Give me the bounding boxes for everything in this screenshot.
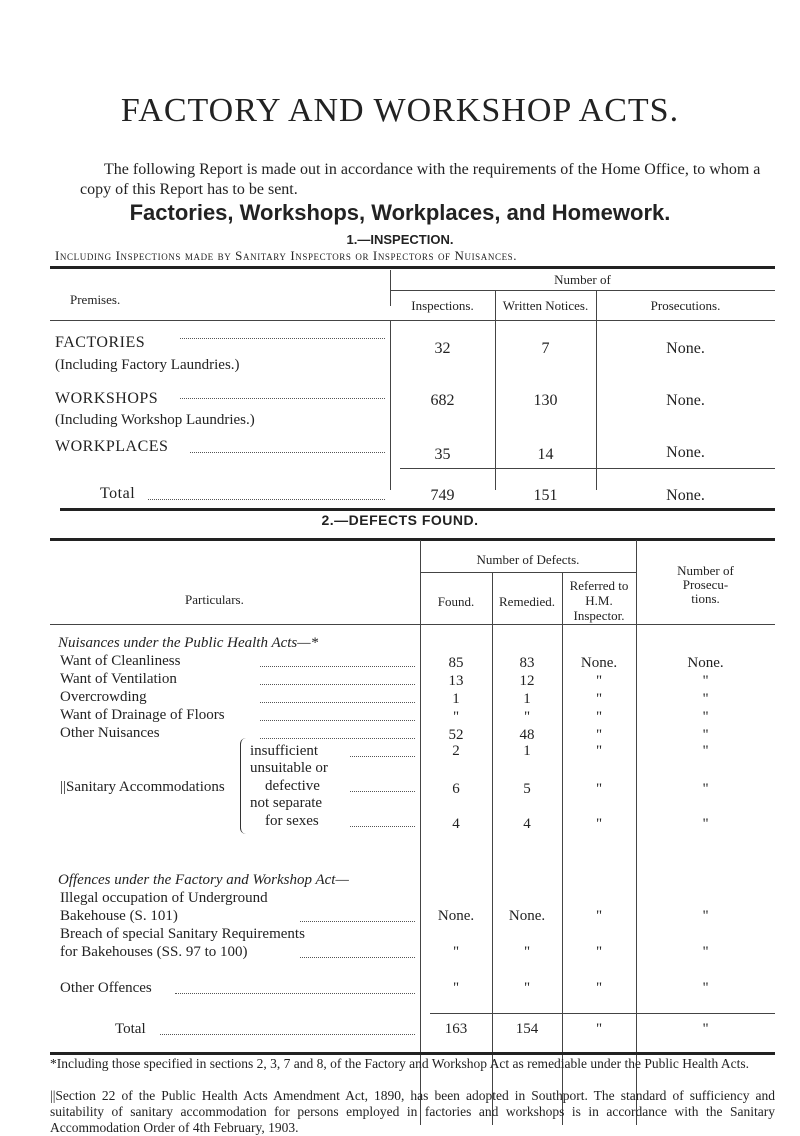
table1-total-rule xyxy=(400,468,775,469)
cell-referred: " xyxy=(595,727,603,743)
cell-found: 2 xyxy=(452,743,460,759)
sanitary-accommodations-label: ||Sanitary Accommodations xyxy=(60,779,225,795)
row-label: Want of Drainage of Floors xyxy=(60,707,225,723)
col-prosecutions-line: Number of xyxy=(677,563,734,578)
total-label: Total xyxy=(100,485,136,502)
cell-referred: " xyxy=(595,980,603,996)
sanitary-label-line: not separate xyxy=(250,795,323,811)
col-referred-line: H.M. xyxy=(585,593,613,608)
dot-leader xyxy=(180,398,385,399)
cell-referred: " xyxy=(595,944,603,960)
cell-found: " xyxy=(452,709,460,725)
total-written: 151 xyxy=(533,487,558,504)
cell-written: 130 xyxy=(533,392,558,409)
col-written-notices: Written Notices. xyxy=(502,298,589,313)
cell-inspections: 682 xyxy=(430,392,455,409)
total-prosecutions: None. xyxy=(666,487,705,504)
cell-referred: " xyxy=(595,816,603,832)
dot-leader xyxy=(350,826,415,827)
col-remedied: Remedied. xyxy=(499,594,555,609)
cell-inspections: 32 xyxy=(434,340,451,357)
cell-referred: " xyxy=(595,691,603,707)
dot-leader xyxy=(190,452,385,453)
table2-total-rule xyxy=(430,1013,775,1014)
sanitary-label-line: unsuitable or xyxy=(250,760,328,776)
cell-prosecutions: " xyxy=(702,980,709,996)
table2-bottom-rule xyxy=(50,1052,775,1055)
cell-remedied: 83 xyxy=(519,655,535,671)
dot-leader xyxy=(300,957,415,958)
cell-inspections: 35 xyxy=(434,446,451,463)
col-prosecutions xyxy=(636,564,775,606)
offence-label-line: for Bakehouses (SS. 97 to 100) xyxy=(60,944,248,960)
total-inspections: 749 xyxy=(430,487,455,504)
cell-written: 7 xyxy=(541,340,550,357)
dot-leader xyxy=(175,993,415,994)
col-referred-line: Inspector. xyxy=(573,608,625,623)
nuisances-heading: Nuisances under the Public Health Acts—* xyxy=(58,635,319,651)
col-prosecutions-line: tions. xyxy=(691,591,720,606)
footnote: *Including those specified in sections 2, 3, 7 and 8, of the Factory and Workshop Act as remediable under the Public Health Acts. xyxy=(50,1056,750,1071)
particulars-header: Particulars. xyxy=(185,592,244,607)
premises-header: Premises. xyxy=(70,292,121,307)
cell-found: 6 xyxy=(452,781,460,797)
cell-referred: " xyxy=(595,908,603,924)
col-referred xyxy=(562,578,636,623)
col-prosecutions: Prosecutions. xyxy=(650,298,721,313)
section1-subheading: 1.—INSPECTION. xyxy=(346,232,454,247)
dot-leader xyxy=(260,666,415,667)
cell-prosecutions: " xyxy=(702,743,709,759)
col-inspections: Inspections. xyxy=(411,298,474,313)
intro-paragraph: The following Report is made out in accordance with the requirements of the Home Office, to whom a copy of this Report has to be sent. xyxy=(80,161,761,198)
cell-found: " xyxy=(452,944,460,960)
row-label: Want of Cleanliness xyxy=(60,653,181,669)
number-of-header: Number of xyxy=(554,272,611,287)
cell-remedied: 5 xyxy=(523,781,531,797)
dot-leader xyxy=(260,738,415,739)
row-label: WORKSHOPS xyxy=(55,390,159,407)
table2-header-rule xyxy=(50,624,775,625)
sanitary-label-line: for sexes xyxy=(265,813,319,829)
cell-referred: " xyxy=(595,781,603,797)
table1-bottom-rule xyxy=(60,508,775,511)
cell-found: " xyxy=(452,980,460,996)
row-label: Overcrowding xyxy=(60,689,147,705)
cell-prosecutions: " xyxy=(702,691,709,707)
dot-leader xyxy=(180,338,385,339)
section2-heading: 2.—DEFECTS FOUND. xyxy=(321,512,479,528)
offences-heading: Offences under the Factory and Workshop Act— xyxy=(58,872,349,888)
cell-referred: " xyxy=(595,709,603,725)
row-label: Want of Ventilation xyxy=(60,671,177,687)
cell-prosecutions: None. xyxy=(687,655,724,671)
table2-subhead-rule xyxy=(420,572,636,573)
cell-prosecutions: None. xyxy=(666,340,705,357)
cell-remedied: 12 xyxy=(519,673,535,689)
cell-remedied: 48 xyxy=(519,727,535,743)
offence-label-line: Bakehouse (S. 101) xyxy=(60,908,178,924)
sanitary-label-line: insufficient xyxy=(250,743,319,759)
number-defects-header: Number of Defects. xyxy=(476,552,580,567)
cell-remedied: 1 xyxy=(523,743,531,759)
cell-referred: None. xyxy=(580,655,618,671)
cell-prosecutions: " xyxy=(702,709,709,725)
cell-referred: " xyxy=(595,743,603,759)
row-label: FACTORIES xyxy=(55,334,146,351)
brace xyxy=(240,738,249,834)
total-remedied: 154 xyxy=(515,1021,539,1037)
cell-prosecutions: None. xyxy=(666,392,705,409)
dot-leader xyxy=(160,1034,415,1035)
offence-label-line: Other Offences xyxy=(60,980,152,996)
cell-remedied: " xyxy=(523,980,531,996)
row-sublabel: (Including Workshop Laundries.) xyxy=(55,412,255,428)
table1-top-rule xyxy=(50,266,775,269)
cell-prosecutions: " xyxy=(702,727,709,743)
cell-found: 52 xyxy=(448,727,464,743)
cell-prosecutions: " xyxy=(702,673,709,689)
cell-found: 1 xyxy=(452,691,460,707)
dot-leader xyxy=(260,702,415,703)
cell-prosecutions: " xyxy=(702,908,709,924)
cell-found: None. xyxy=(437,908,475,924)
total-referred: " xyxy=(595,1021,603,1037)
dot-leader xyxy=(260,684,415,685)
cell-remedied: 1 xyxy=(523,691,531,707)
col-referred-line: Referred to xyxy=(569,578,629,593)
page-title: FACTORY AND WORKSHOP ACTS. xyxy=(120,92,680,129)
col-found: Found. xyxy=(437,594,475,609)
dot-leader xyxy=(350,756,415,757)
total-prosecutions: " xyxy=(702,1021,709,1037)
dot-leader xyxy=(300,921,415,922)
cell-found: 13 xyxy=(448,673,464,689)
sanitary-label-line: defective xyxy=(265,778,320,794)
offence-label-line: Breach of special Sanitary Requirements xyxy=(60,926,305,942)
cell-remedied: None. xyxy=(508,908,546,924)
cell-remedied: " xyxy=(523,709,531,725)
cell-remedied: " xyxy=(523,944,531,960)
total-label: Total xyxy=(115,1021,146,1037)
cell-found: 4 xyxy=(452,816,460,832)
footnote: ||Section 22 of the Public Health Acts Amendment Act, 1890, has been adopted in Southport. The standard of sufficiency and suitability of sanitary accommodation for persons employed in factories and workshops is in accordance with the Sanitary Accommodation Order of 4th February, 1903. xyxy=(50,1088,775,1135)
cell-prosecutions: " xyxy=(702,816,709,832)
cell-prosecutions: None. xyxy=(666,444,705,461)
cell-prosecutions: " xyxy=(702,781,709,797)
row-sublabel: (Including Factory Laundries.) xyxy=(55,357,240,373)
offence-label-line: Illegal occupation of Underground xyxy=(60,890,268,906)
section1-heading: Factories, Workshops, Workplaces, and Homework. xyxy=(129,200,671,225)
table1-subhead-rule xyxy=(390,290,775,291)
table1-header-rule xyxy=(50,320,775,321)
table2-top-rule xyxy=(50,538,775,541)
dot-leader xyxy=(260,720,415,721)
row-label: Other Nuisances xyxy=(60,725,160,741)
cell-prosecutions: " xyxy=(702,944,709,960)
dot-leader xyxy=(350,791,415,792)
total-found: 163 xyxy=(444,1021,468,1037)
section1-including-note: Including Inspections made by Sanitary Inspectors or Inspectors of Nuisances. xyxy=(55,248,518,263)
row-label: WORKPLACES xyxy=(55,438,169,455)
cell-found: 85 xyxy=(448,655,464,671)
dot-leader xyxy=(148,499,385,500)
col-prosecutions-line: Prosecu- xyxy=(682,577,729,592)
cell-written: 14 xyxy=(537,446,554,463)
cell-referred: " xyxy=(595,673,603,689)
cell-remedied: 4 xyxy=(523,816,531,832)
